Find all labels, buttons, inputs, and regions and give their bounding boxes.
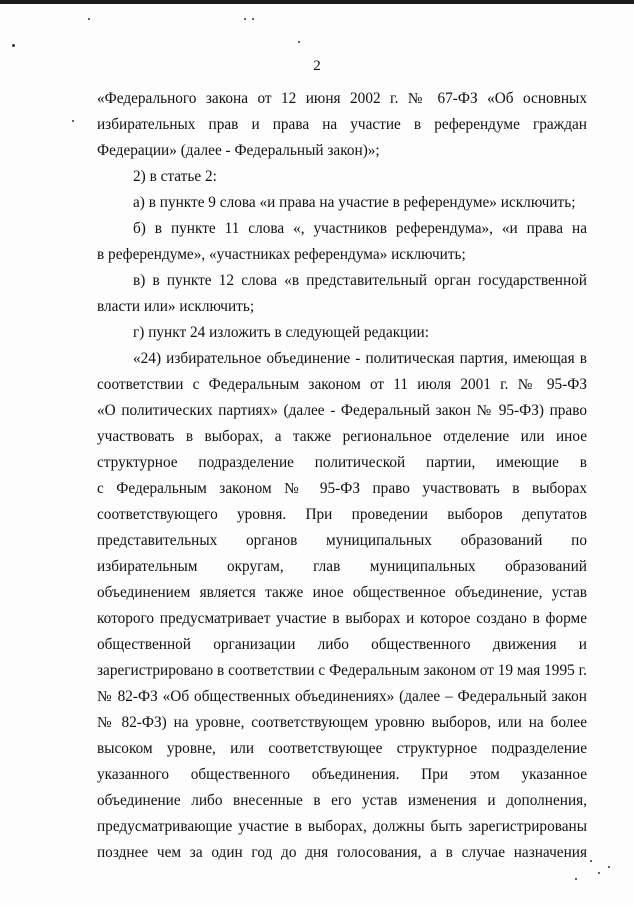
- scan-speck: [590, 860, 592, 862]
- text-line: избирательных прав и права на участие в референдуме граждан: [97, 116, 587, 133]
- scan-speck: [252, 18, 254, 20]
- text-line: а) в пункте 9 слова «и права на участие в референдуме» исключить;: [133, 194, 576, 211]
- page-number: 2: [313, 58, 321, 74]
- text-line: № 82-ФЗ «Об общественных объединениях» (далее – Федеральный закон: [97, 688, 587, 705]
- scan-speck: [575, 878, 577, 880]
- text-line: соответствующего уровня. При проведении выборов депутатов: [97, 506, 587, 523]
- text-line: объединение либо внесенные в его устав изменения и дополнения,: [97, 792, 587, 809]
- text-line: Федерации» (далее - Федеральный закон)»;: [97, 142, 380, 159]
- text-line: предусматривающие участие в выборах, должны быть зарегистрированы: [97, 818, 587, 835]
- scan-speck: [12, 44, 15, 47]
- text-line: в) в пункте 12 слова «в представительный орган государственной: [133, 272, 587, 289]
- text-line: высоком уровне, или соответствующее структурное подразделение: [97, 740, 587, 757]
- scan-speck: [298, 41, 300, 43]
- text-line: № 82-ФЗ) на уровне, соответствующем уровню выборов, или на более: [97, 714, 587, 731]
- text-line: «24) избирательное объединение - политическая партия, имеющая в: [133, 350, 587, 367]
- scan-speck: [598, 872, 600, 874]
- text-line: «О политических партиях» (далее - Федеральный закон № 95-ФЗ) право: [97, 402, 587, 419]
- text-line: которого предусматривает участие в выборах и которое создано в форме: [97, 610, 587, 627]
- text-line: б) в пункте 11 слова «, участников референдума», «и права на: [133, 220, 587, 237]
- scan-speck: [244, 18, 246, 20]
- text-line: избирательным округам, глав муниципальных образований: [97, 558, 587, 575]
- text-line: с Федеральным законом № 95-ФЗ право участвовать в выборах: [97, 480, 587, 497]
- text-line: в референдуме», «участниках референдума» исключить;: [97, 246, 466, 263]
- text-line: зарегистрировано в соответствии с Федеральным законом от 19 мая 1995 г.: [97, 662, 587, 679]
- text-line: г) пункт 24 изложить в следующей редакции:: [133, 324, 429, 341]
- scan-speck: [88, 18, 90, 20]
- text-line: структурное подразделение политической партии, имеющие в: [97, 454, 587, 471]
- text-line: позднее чем за один год до дня голосования, а в случае назначения: [97, 844, 587, 861]
- text-line: власти или» исключить;: [97, 298, 255, 315]
- text-line: указанного общественного объединения. При этом указанное: [97, 766, 587, 783]
- scan-top-edge: [0, 0, 634, 4]
- text-line: «Федерального закона от 12 июня 2002 г. № 67-ФЗ «Об основных: [97, 90, 587, 107]
- text-line: 2) в статье 2:: [133, 168, 217, 185]
- scan-speck: [72, 120, 74, 122]
- scan-speck: [608, 866, 610, 868]
- text-line: представительных органов муниципальных образований по: [97, 532, 587, 549]
- text-line: соответствии с Федеральным законом от 11 июля 2001 г. № 95-ФЗ: [97, 376, 587, 393]
- text-line: участвовать в выборах, а также региональное отделение или иное: [97, 428, 587, 445]
- text-line: объединением является также иное общественное объединение, устав: [97, 584, 587, 601]
- text-line: общественной организации либо общественного движения и: [97, 636, 587, 653]
